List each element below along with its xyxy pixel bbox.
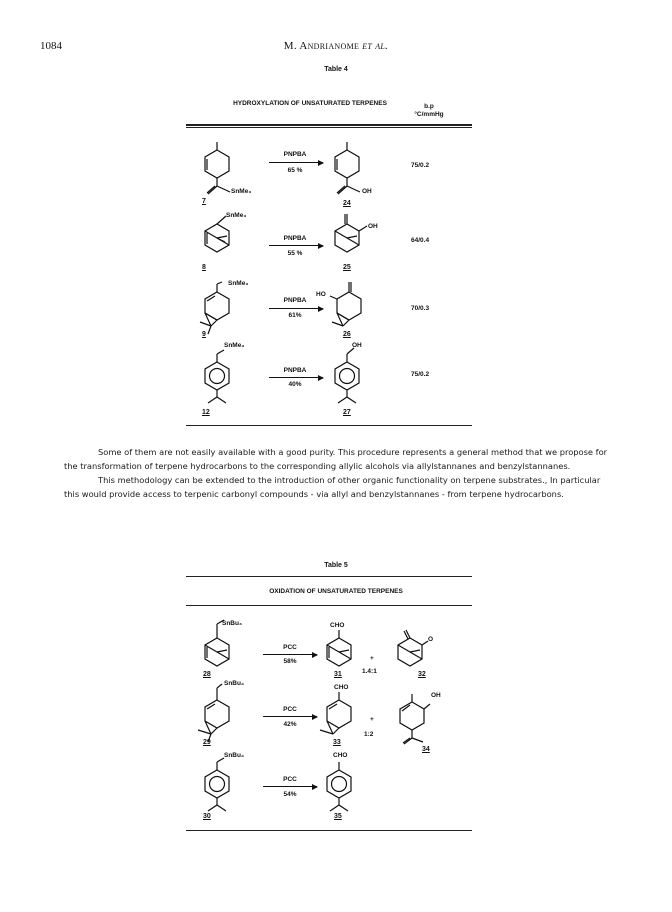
compound-number-34: 34 <box>422 746 430 753</box>
reaction-arrow-row4 <box>269 377 323 378</box>
structure-25 <box>330 214 400 274</box>
reaction-arrow-row1 <box>269 162 323 163</box>
compound-number-7: 7 <box>202 198 206 205</box>
structure-12 <box>200 352 270 412</box>
t5-reagent-row3: PCC <box>283 776 297 783</box>
reagent-row3: PNPBA <box>283 297 307 304</box>
structure-24 <box>330 142 400 212</box>
compound-number-9: 9 <box>202 331 206 338</box>
structure-32-label: O <box>428 636 434 643</box>
compound-number-28: 28 <box>203 671 211 678</box>
t5-reagent-row2: PCC <box>283 706 297 713</box>
structure-30 <box>200 760 260 815</box>
structure-26 <box>330 282 400 342</box>
table5-top-rule <box>186 576 472 577</box>
plus-row2: + <box>370 716 374 723</box>
table4-top-rule <box>186 124 472 126</box>
t5-yield-row3: 54% <box>283 791 297 798</box>
structure-32 <box>393 628 453 673</box>
structure-26-label: HO <box>316 291 326 298</box>
yield-row2: 55 % <box>287 250 303 257</box>
compound-number-12: 12 <box>202 409 210 416</box>
structure-29 <box>198 690 258 745</box>
structure-28-label: SnBu₃ <box>222 620 242 627</box>
compound-number-30: 30 <box>203 813 211 820</box>
structure-27 <box>330 352 400 412</box>
t5-reaction-arrow-row3 <box>263 786 317 787</box>
table4-bottom-rule <box>186 425 472 426</box>
bp-row3: 70/0.3 <box>411 305 430 312</box>
structure-8-label: SnMe₃ <box>226 212 247 219</box>
table4-top-rule-2 <box>186 127 472 128</box>
t5-yield-row2: 42% <box>283 721 297 728</box>
structure-12-label: SnMe₃ <box>224 342 245 349</box>
yield-row3: 61% <box>288 312 302 319</box>
reagent-row2: PNPBA <box>283 235 307 242</box>
reaction-arrow-row3 <box>269 308 323 309</box>
running-header: M. Andrianome et al. <box>283 40 389 52</box>
structure-31 <box>322 628 382 673</box>
structure-24-label: OH <box>362 188 372 195</box>
yield-row4: 40% <box>288 381 302 388</box>
structure-34 <box>395 692 455 752</box>
structure-8 <box>200 214 270 274</box>
structure-35-label: CHO <box>333 752 348 759</box>
t5-yield-row1: 58% <box>283 658 297 665</box>
table5-heading: OXIDATION OF UNSATURATED TERPENES <box>269 588 403 595</box>
table5-header-rule <box>186 605 472 606</box>
table4-caption: Table 4 <box>324 66 348 73</box>
bp-row4: 75/0.2 <box>411 371 430 378</box>
t5-reagent-row1: PCC <box>283 644 297 651</box>
compound-number-32: 32 <box>418 671 426 678</box>
bp-row2: 64/0.4 <box>411 237 430 244</box>
table5-bottom-rule <box>186 830 472 831</box>
compound-number-24: 24 <box>343 200 351 207</box>
reagent-row4: PNPBA <box>283 367 307 374</box>
compound-number-26: 26 <box>343 331 351 338</box>
structure-9 <box>198 282 268 342</box>
compound-number-27: 27 <box>343 409 351 416</box>
compound-number-35: 35 <box>334 813 342 820</box>
structure-25-label: OH <box>368 223 378 230</box>
table4-heading: HYDROXYLATION OF UNSATURATED TERPENES <box>233 100 387 107</box>
compound-number-33: 33 <box>333 739 341 746</box>
structure-27-label: OH <box>352 342 362 349</box>
compound-number-29: 29 <box>203 739 211 746</box>
t5-reaction-arrow-row2 <box>263 716 317 717</box>
structure-33-label: CHO <box>334 684 349 691</box>
reaction-arrow-row2 <box>269 245 323 246</box>
ratio-row2: 1:2 <box>364 731 374 738</box>
reagent-row1: PNPBA <box>283 151 307 158</box>
compound-number-25: 25 <box>343 264 351 271</box>
page-number: 1084 <box>40 40 62 52</box>
compound-number-8: 8 <box>202 264 206 271</box>
structure-29-label: SnBu₃ <box>224 680 244 687</box>
structure-35 <box>322 760 382 815</box>
paragraph-1: Some of them are not easily available with a good purity. This procedure represents a general method that we propose for the transformation of terpene hydrocarbons to the corresponding allylic alcohols via allylstannanes and benzylstannanes. <box>64 447 608 471</box>
compound-number-31: 31 <box>334 671 342 678</box>
paragraph-2: This methodology can be extended to the introduction of other organic functionality on terpene substrates., In particular this would provide access to terpenic carbonyl compounds - via allyl and benzylstannanes - from terpene hydrocarbons. <box>64 475 601 499</box>
body-text <box>64 445 609 501</box>
structure-34-label: OH <box>431 692 441 699</box>
structure-7 <box>200 142 270 212</box>
structure-31-label: CHO <box>330 622 345 629</box>
structure-7-label: SnMe₃ <box>231 188 252 195</box>
table4-bp-heading: b.p °C/mmHg <box>414 103 444 118</box>
structure-28 <box>200 628 260 673</box>
t5-reaction-arrow-row1 <box>263 654 317 655</box>
plus-row1: + <box>370 655 374 662</box>
structure-30-label: SnBu₃ <box>224 752 244 759</box>
ratio-row1: 1.4:1 <box>362 668 377 675</box>
structure-9-label: SnMe₃ <box>228 280 249 287</box>
table5-caption: Table 5 <box>324 562 348 569</box>
bp-row1: 75/0.2 <box>411 162 430 169</box>
yield-row1: 65 % <box>287 167 303 174</box>
